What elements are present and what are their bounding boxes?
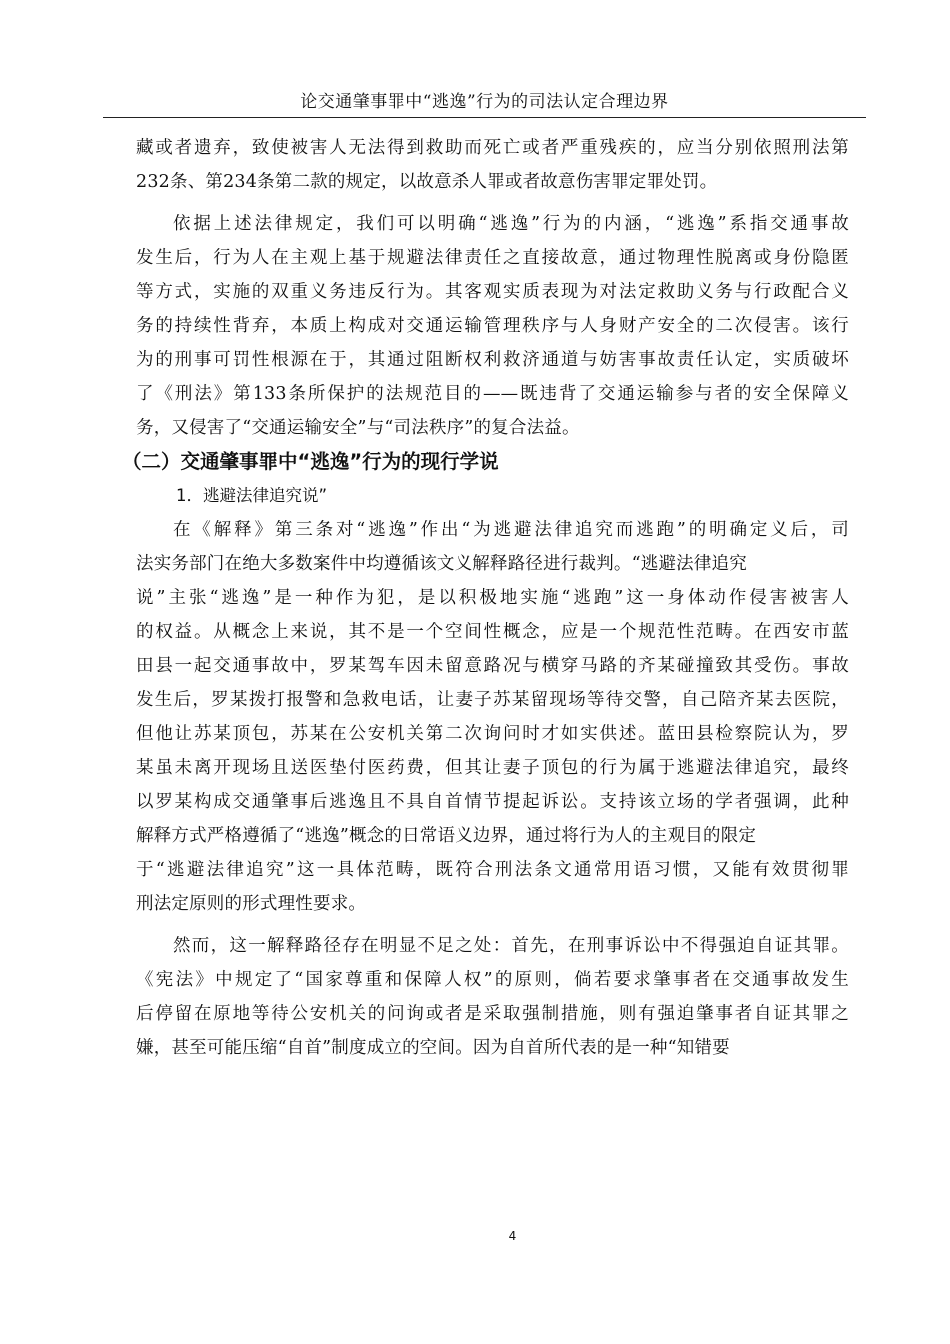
text-line: 《宪法》中规定了“国家尊重和保障人权”的原则，倘若要求肇事者在交通事故发生 — [136, 970, 849, 990]
text-line: 法实务部门在绝大多数案件中均遵循该文义解释路径进行裁判。“逃避法律追究 — [136, 554, 747, 574]
text-line: 某虽未离开现场且送医垫付医药费，但其让妻子顶包的行为属于逃避法律追究，最终 — [136, 758, 849, 778]
text-line: 解释方式严格遵循了“逃逸”概念的日常语义边界，通过将行为人的主观目的限定 — [136, 826, 757, 846]
paragraph-theory — [136, 513, 849, 921]
text-line: 然而，这一解释路径存在明显不足之处：首先，在刑事诉讼中不得强迫自证其罪。 — [173, 936, 849, 956]
text-line: 了《刑法》第133条所保护的法规范目的——既违背了交通运输参与者的安全保障义 — [136, 384, 849, 404]
text-line: 依据上述法律规定，我们可以明确“逃逸”行为的内涵，“逃逸”系指交通事故 — [173, 214, 849, 234]
text-line: 务，又侵害了“交通运输安全”与“司法秩序”的复合法益。 — [136, 418, 580, 438]
text-line: 发生后，行为人在主观上基于规避法律责任之直接故意，通过物理性脱离或身份隐匿 — [136, 248, 849, 268]
section-heading: （二）交通肇事罪中“逃逸”行为的现行学说 — [122, 450, 499, 473]
text-line: 等方式，实施的双重义务违反行为。其客观实质表现为对法定救助义务与行政配合义 — [136, 282, 849, 302]
text-line: 刑法定原则的形式理性要求。 — [136, 894, 367, 914]
paragraph-critique — [136, 929, 849, 1065]
text-line: 发生后，罗某拨打报警和急救电话，让妻子苏某留现场等待交警，自己陪齐某去医院， — [136, 690, 849, 710]
page-number: 4 — [508, 1229, 517, 1243]
text-line: 后停留在原地等待公安机关的问询或者是采取强制措施，则有强迫肇事者自证其罪之 — [136, 1004, 849, 1024]
text-line: 嫌，甚至可能压缩“自首”制度成立的空间。因为自首所代表的是一种“知错要 — [136, 1038, 730, 1058]
document-body — [122, 131, 849, 1065]
text-line: 的权益。从概念上来说，其不是一个空间性概念，应是一个规范性范畴。在西安市蓝 — [136, 622, 849, 642]
text-line: 藏或者遗弃，致使被害人无法得到救助而死亡或者严重残疾的，应当分别依照刑法第 — [136, 138, 849, 158]
text-line: 田县一起交通事故中，罗某驾车因未留意路况与横穿马路的齐某碰撞致其受伤。事故 — [136, 656, 849, 676]
text-line: 但他让苏某顶包，苏某在公安机关第二次询问时才如实供述。蓝田县检察院认为，罗 — [136, 724, 849, 744]
text-line: 说”主张“逃逸”是一种作为犯，是以积极地实施“逃跑”这一身体动作侵害被害人 — [136, 588, 849, 608]
text-line: 以罗某构成交通肇事后逃逸且不具自首情节提起诉讼。支持该立场的学者强调，此种 — [136, 792, 849, 812]
running-header: 论交通肇事罪中“逃逸”行为的司法认定合理边界 — [103, 91, 866, 118]
text-line: 务的持续性背弃，本质上构成对交通运输管理秩序与人身财产安全的二次侵害。该行 — [136, 316, 849, 336]
text-line: 232条、第234条第二款的规定，以故意杀人罪或者故意伤害罪定罪处罚。 — [136, 172, 718, 192]
subsection-heading: 1．逃避法律追究说” — [176, 486, 328, 505]
paragraph-definition — [136, 207, 849, 445]
text-line: 在《解释》第三条对“逃逸”作出“为逃避法律追究而逃跑”的明确定义后，司 — [173, 520, 849, 540]
text-line: 为的刑事可罚性根源在于，其通过阻断权利救济通道与妨害事故责任认定，实质破坏 — [136, 350, 849, 370]
paragraph-continuation — [136, 131, 849, 199]
text-line: 于“逃避法律追究”这一具体范畴，既符合刑法条文通常用语习惯，又能有效贯彻罪 — [136, 860, 849, 880]
